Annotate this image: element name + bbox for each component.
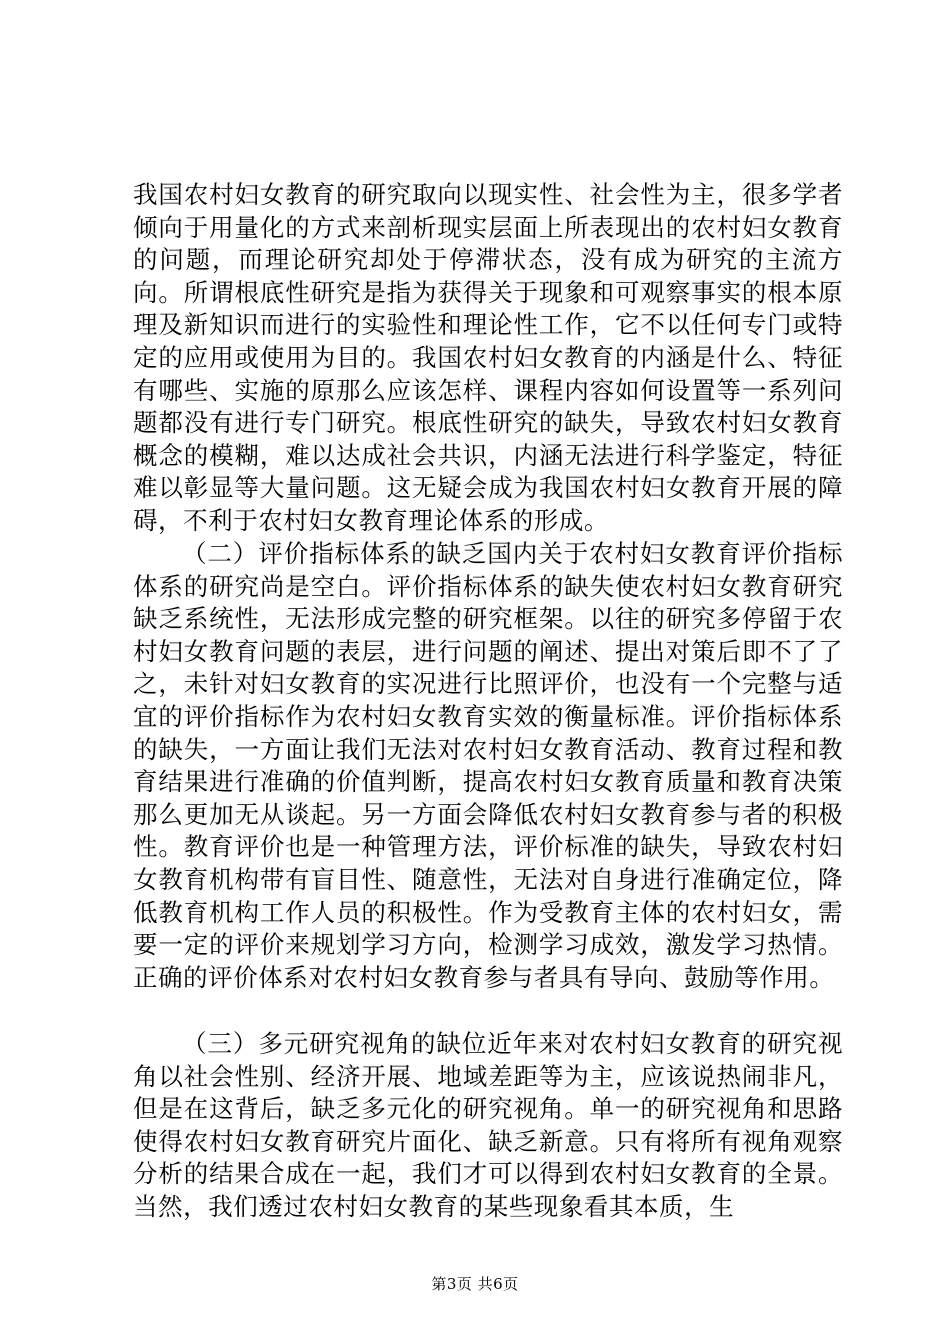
paragraph-research-orientation: 我国农村妇女教育的研究取向以现实性、社会性为主，很多学者倾向于用量化的方式来剖析现实层面上所表现出的农村妇女教育的问题，而理论研究却处于停滞状态，没有成为研究的主流方向。所谓根底性研究是指为获得关于现象和可观察事实的根本原理及新知识而进行的实验性和理论性工作，它不以任何专门或特定的应用或使用为目的。我国农村妇女教育的内涵是什么、特征有哪些、实施的原那么应该怎样、课程内容如何设置等一系列问题都没有进行专门研究。根底性研究的缺失，导致农村妇女教育概念的模糊，难以达成社会共识，内涵无法进行科学鉴定，特征难以彰显等大量问题。这无疑会成为我国农村妇女教育开展的障碍，不利于农村妇女教育理论体系的形成。	[133, 180, 843, 535]
paragraph-evaluation-index-system: （二）评价指标体系的缺乏国内关于农村妇女教育评价指标体系的研究尚是空白。评价指标体系的缺失使农村妇女教育研究缺乏系统性，无法形成完整的研究框架。以往的研究多停留于农村妇女教育问题的表层，进行问题的阐述、提出对策后即不了了之，未针对妇女教育的实况进行比照评价，也没有一个完整与适宜的评价指标作为农村妇女教育实效的衡量标准。评价指标体系的缺失，一方面让我们无法对农村妇女教育活动、教育过程和教育结果进行准确的价值判断，提高农村妇女教育质量和教育决策那么更加无从谈起。另一方面会降低农村妇女教育参与者的积极性。教育评价也是一种管理方法，评价标准的缺失，导致农村妇女教育机构带有盲目性、随意性，无法对自身进行准确定位，降低教育机构工作人员的积极性。作为受教育主体的农村妇女，需要一定的评价来规划学习方向，检测学习成效，激发学习热情。正确的评价体系对农村妇女教育参与者具有导向、鼓励等作用。	[133, 539, 843, 992]
page-number-footer: 第3页 共6页	[431, 1275, 519, 1293]
paragraph-research-perspective: （三）多元研究视角的缺位近年来对农村妇女教育的研究视角以社会性别、经济开展、地域差距等为主，应该说热闹非凡，但是在这背后，缺乏多元化的研究视角。单一的研究视角和思路使得农村妇女教育研究片面化、缺乏新意。只有将所有视角观察分析的结果合成在一起，我们才可以得到农村妇女教育的全景。当然，我们透过农村妇女教育的某些现象看其本质，生	[133, 1029, 843, 1221]
